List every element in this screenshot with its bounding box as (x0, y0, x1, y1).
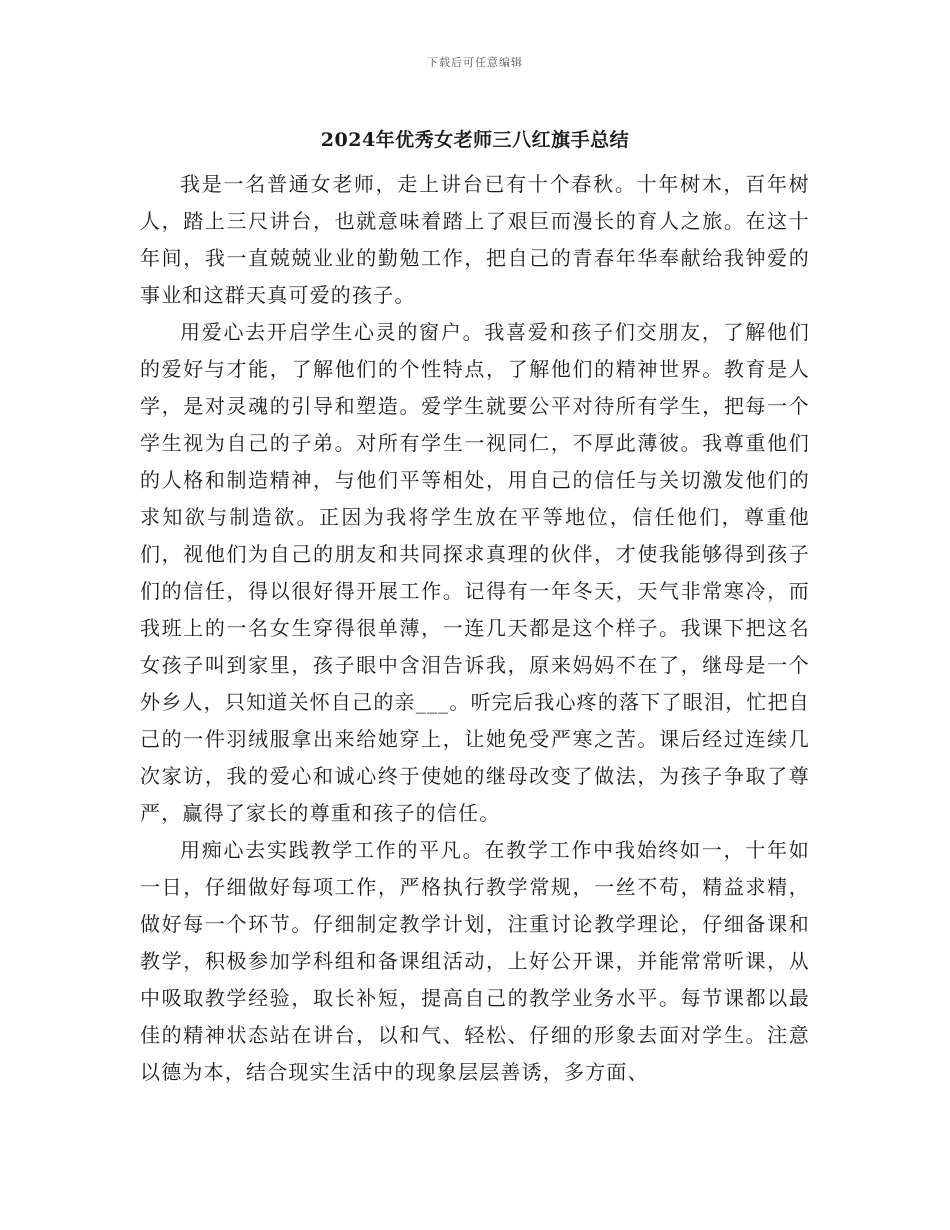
paragraph-intro: 我是一名普通女老师，走上讲台已有十个春秋。十年树木，百年树人，踏上三尺讲台，也就意味着踏上了艰巨而漫长的育人之旅。在这十年间，我一直兢兢业业的勤勉工作，把自己的青春年华奉献给我钟爱的事业和这群天真可爱的孩子。 (140, 172, 810, 307)
document-body (140, 166, 810, 1091)
document-title: 2024年优秀女老师三八红旗手总结 (320, 129, 630, 151)
paragraph-teaching: 用痴心去实践教学工作的平凡。在教学工作中我始终如一，十年如一日，仔细做好每项工作，严格执行教学常规，一丝不苟，精益求精，做好每一个环节。仔细制定教学计划，注重讨论教学理论，仔细备课和教学，积极参加学科组和备课组活动，上好公开课，并能常常听课，从中吸取教学经验，取长补短，提高自己的教学业务水平。每节课都以最佳的精神状态站在讲台，以和气、轻松、仔细的形象去面对学生。注意以德为本，结合现实生活中的现象层层善诱，多方面、 (140, 838, 810, 1084)
paragraph-love: 用爱心去开启学生心灵的窗户。我喜爱和孩子们交朋友，了解他们的爱好与才能，了解他们的个性特点，了解他们的精神世界。教育是人学，是对灵魂的引导和塑造。爱学生就要公平对待所有学生，把每一个学生视为自己的子弟。对所有学生一视同仁，不厚此薄彼。我尊重他们的人格和制造精神，与他们平等相处，用自己的信任与关切激发他们的求知欲与制造欲。正因为我将学生放在平等地位，信任他们，尊重他们，视他们为自己的朋友和共同探求真理的伙伴，才使我能够得到孩子们的信任，得以很好得开展工作。记得有一年冬天，天气非常寒冷，而我班上的一名女生穿得很单薄，一连几天都是这个样子。我课下把这名女孩子叫到家里，孩子眼中含泪告诉我，原来妈妈不在了，继母是一个外乡人，只知道关怀自己的亲___。听完后我心疼的落下了眼泪，忙把自己的一件羽绒服拿出来给她穿上，让她免受严寒之苦。课后经过连续几次家访，我的爱心和诚心终于使她的继母改变了做法，为孩子争取了尊严，赢得了家长的尊重和孩子的信任。 (140, 320, 810, 825)
header-note: 下载后可任意编辑 (427, 56, 523, 69)
